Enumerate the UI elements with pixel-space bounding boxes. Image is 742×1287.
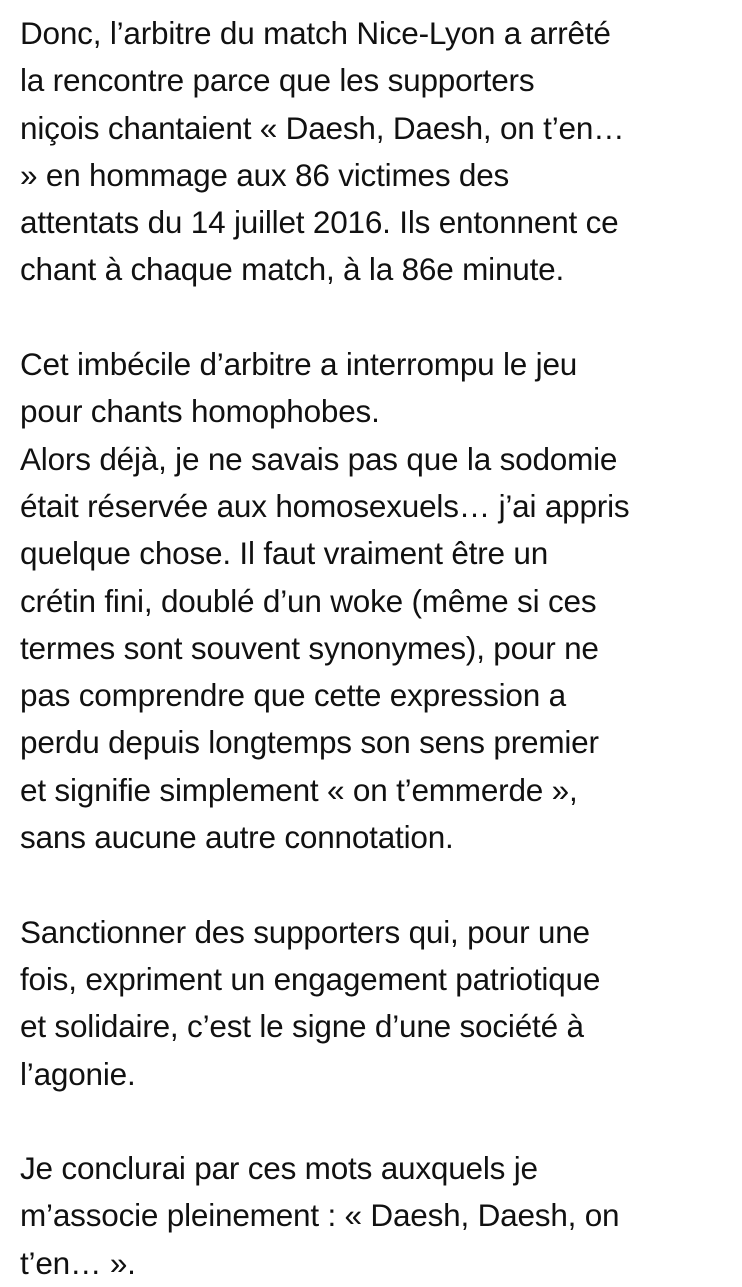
paragraph-3 xyxy=(20,909,732,1098)
text-line: l’agonie. xyxy=(20,1055,136,1092)
paragraph-gap xyxy=(20,861,732,908)
text-line: la rencontre parce que les supporters xyxy=(20,62,535,99)
text-line: était réservée aux homosexuels… j’ai appris xyxy=(20,487,630,524)
paragraph-gap xyxy=(20,294,732,341)
text-line: Donc, l’arbitre du match Nice-Lyon a arrêté xyxy=(20,15,611,51)
text-line: termes sont souvent synonymes), pour ne xyxy=(20,629,599,666)
paragraph-4 xyxy=(20,1145,732,1287)
text-line: niçois chantaient « Daesh, Daesh, on t’en… xyxy=(20,109,625,146)
text-line: et solidaire, c’est le signe d’une société à xyxy=(20,1008,584,1045)
text-line: attentats du 14 juillet 2016. Ils entonnent ce xyxy=(20,204,619,241)
paragraph-1 xyxy=(20,10,732,294)
text-line: » en hommage aux 86 victimes des xyxy=(20,156,510,193)
paragraph-2 xyxy=(20,341,732,861)
text-line: crétin fini, doublé d’un woke (même si ces xyxy=(20,582,597,619)
text-line: Je conclurai par ces mots auxquels je xyxy=(20,1150,538,1187)
text-line: perdu depuis longtemps son sens premier xyxy=(20,724,599,761)
text-line: pour chants homophobes. xyxy=(20,393,380,430)
text-line: pas comprendre que cette expression a xyxy=(20,677,566,714)
text-line: chant à chaque match, à la 86e minute. xyxy=(20,251,565,288)
paragraph-gap xyxy=(20,1098,732,1145)
note-body xyxy=(20,10,732,1287)
text-line: Cet imbécile d’arbitre a interrompu le jeu xyxy=(20,346,578,383)
text-line: fois, expriment un engagement patriotique xyxy=(20,960,601,997)
text-line: m’associe pleinement : « Daesh, Daesh, on xyxy=(20,1197,620,1234)
text-line: quelque chose. Il faut vraiment être un xyxy=(20,535,549,572)
text-line: sans aucune autre connotation. xyxy=(20,819,454,856)
text-line: Alors déjà, je ne savais pas que la sodomie xyxy=(20,440,618,477)
text-line: Sanctionner des supporters qui, pour une xyxy=(20,913,590,950)
text-line: t’en… ». xyxy=(20,1244,136,1281)
text-line: et signifie simplement « on t’emmerde », xyxy=(20,771,578,808)
